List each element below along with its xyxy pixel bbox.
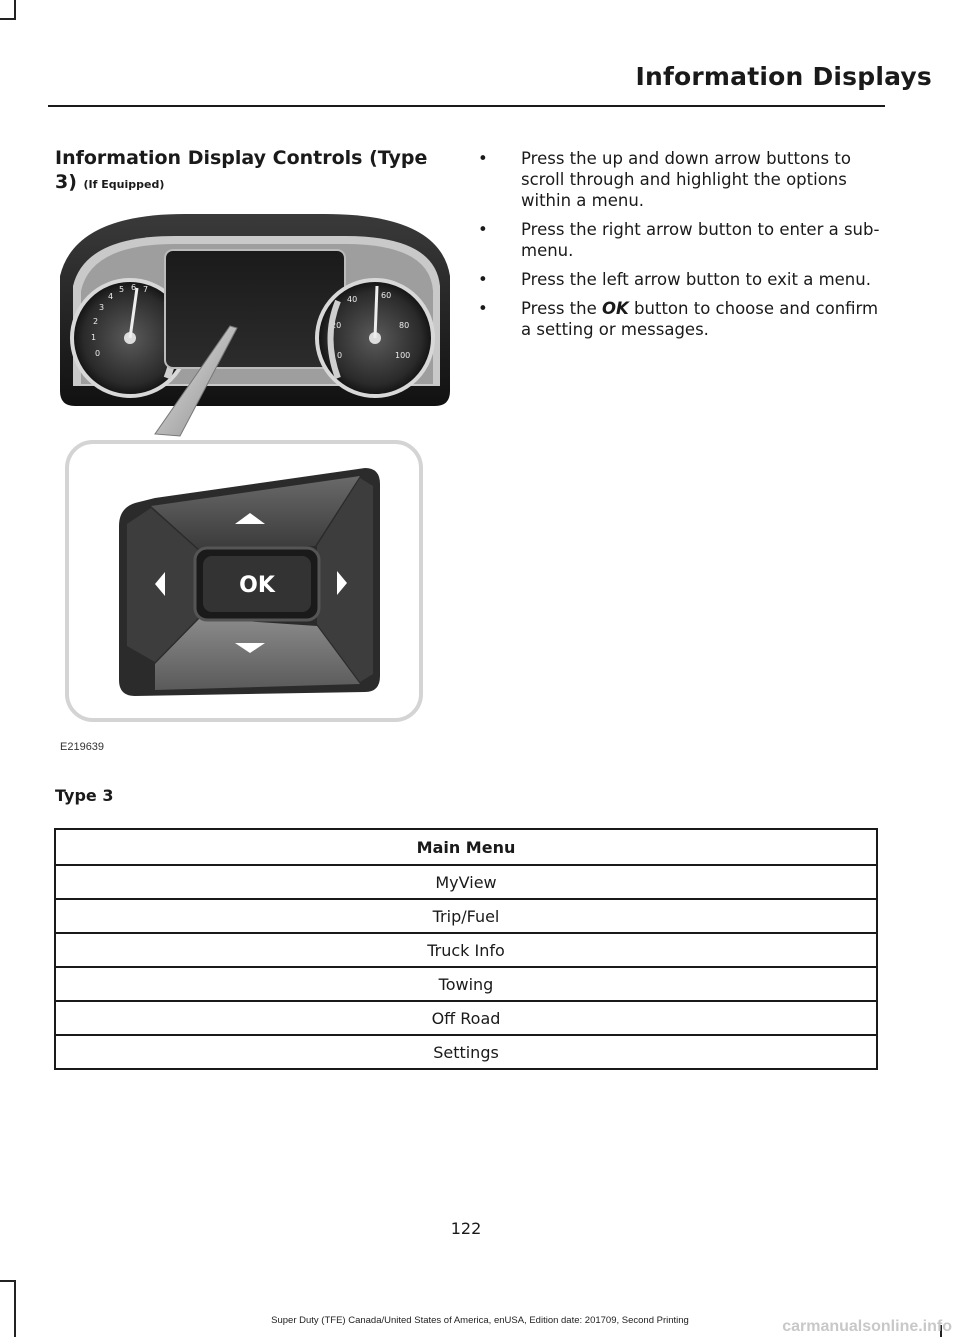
instruction-list (478, 148, 888, 348)
tick-label: 3 (99, 303, 105, 312)
crop-mark (0, 1280, 16, 1282)
tick-label: 1 (91, 333, 97, 342)
crop-mark (14, 1280, 16, 1337)
page-number: 122 (450, 1219, 482, 1238)
watermark: carmanualsonline.info (782, 1318, 952, 1335)
table-cell: Truck Info (55, 933, 877, 967)
bullet-icon: • (478, 220, 488, 239)
tick-label: 0 (337, 351, 343, 360)
table-cell: Settings (55, 1035, 877, 1069)
list-item-text: Press the left arrow button to exit a menu. (521, 270, 871, 289)
page-footer: Super Duty (TFE) Canada/United States of America, enUSA, Edition date: 201709, Second Printing (271, 1315, 689, 1326)
table-header-row (55, 829, 877, 865)
table-cell: Towing (55, 967, 877, 1001)
section-title (55, 146, 435, 197)
speedometer-needle (375, 286, 377, 338)
tick-label: 20 (331, 321, 342, 330)
tick-label: 6 (131, 283, 137, 292)
tick-label: 7 (143, 285, 149, 294)
list-item-text: Press the up and down arrow buttons to scroll through and highlight the options within a menu. (521, 149, 851, 210)
bullet-icon: • (478, 270, 488, 289)
main-menu-table (54, 828, 878, 1070)
table-cell: Off Road (55, 1001, 877, 1035)
crop-mark (14, 0, 16, 20)
table-row (55, 967, 877, 1001)
type-label: Type 3 (55, 786, 114, 805)
bullet-icon: • (478, 299, 488, 318)
list-item-text: Press the (521, 299, 602, 318)
list-item (478, 219, 888, 261)
crop-mark (0, 18, 16, 20)
table-row (55, 933, 877, 967)
list-item-text: button to choose and confirm a setting or messages. (521, 299, 879, 339)
page-header-title: Information Displays (635, 62, 932, 91)
tick-label: 2 (93, 317, 99, 326)
table-row (55, 1001, 877, 1035)
ok-emphasis: OK (602, 299, 629, 318)
table-row (55, 899, 877, 933)
list-item (478, 298, 888, 340)
bullet-icon: • (478, 149, 488, 168)
tick-label: 4 (108, 292, 114, 301)
section-title-suffix: (If Equipped) (83, 178, 165, 191)
figure-id: E219639 (60, 741, 105, 753)
table-header: Main Menu (55, 829, 877, 865)
tick-label: 5 (119, 285, 125, 294)
list-item (478, 148, 888, 211)
section-title-text: Information Display Controls (Type 3) (55, 147, 428, 193)
table-row (55, 865, 877, 899)
tick-label: 100 (395, 351, 411, 360)
list-item (478, 269, 888, 290)
tick-label: 0 (95, 349, 101, 358)
tick-label: 40 (347, 295, 358, 304)
cluster-illustration-svg (55, 206, 455, 746)
table-row (55, 1035, 877, 1069)
tick-label: 80 (399, 321, 410, 330)
list-item-text: Press the right arrow button to enter a sub-menu. (521, 220, 880, 260)
table-cell: Trip/Fuel (55, 899, 877, 933)
tick-label: 60 (381, 291, 392, 300)
cluster-illustration (55, 206, 455, 746)
table-cell: MyView (55, 865, 877, 899)
ok-label: OK (239, 573, 275, 598)
header-rule (48, 105, 885, 107)
